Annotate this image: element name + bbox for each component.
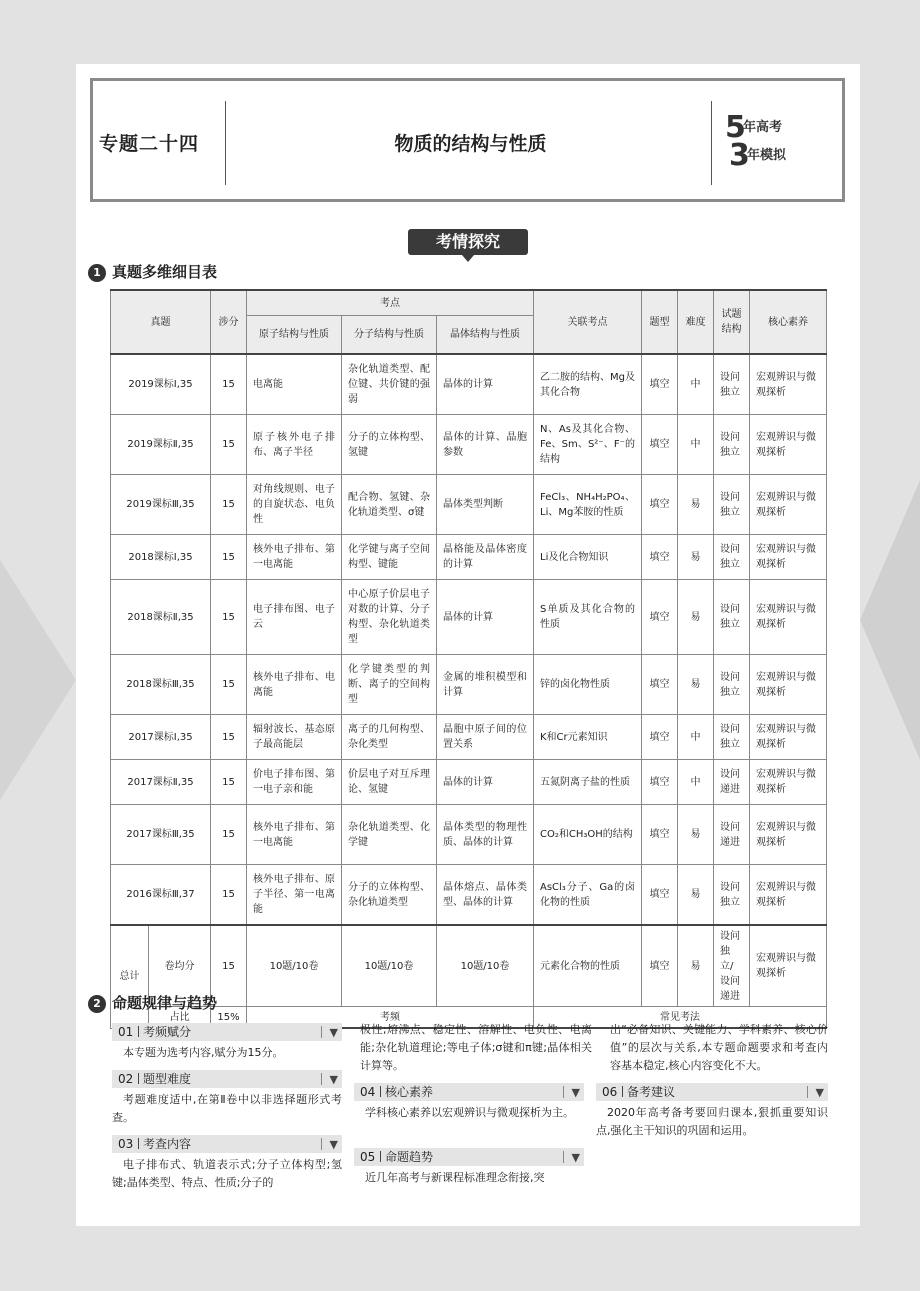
table-cell: 中 xyxy=(678,415,714,475)
table-row xyxy=(111,715,827,760)
section-heading xyxy=(88,992,217,1013)
table-cell: 设问独立 xyxy=(714,655,750,715)
table-cell: 价电子排布图、第一电子亲和能 xyxy=(247,760,342,805)
item-heading xyxy=(354,1083,584,1101)
header-cell: 晶体结构与性质 xyxy=(437,316,534,355)
table-cell: 晶体的计算 xyxy=(437,760,534,805)
avg-k2: 10题/10卷 xyxy=(342,925,437,1007)
item-text-continued: 出“必备知识、关键能力、学科素养、核心价值”的层次与关系,本专题命题要求和考查内容基本稳定,核心内容变化不大。 xyxy=(610,1023,828,1072)
banner-title: 考情探究 xyxy=(408,229,528,255)
table-cell: 2016课标Ⅲ,37 xyxy=(111,865,211,926)
table-cell: 化学键类型的判断、离子的空间构型 xyxy=(342,655,437,715)
avg-k1: 10题/10卷 xyxy=(247,925,342,1007)
table-cell: 晶胞中原子间的位置关系 xyxy=(437,715,534,760)
banner-pointer xyxy=(462,255,474,262)
item-text: 近几年高考与新课程标准理念衔接,突 xyxy=(365,1171,545,1184)
table-cell: 15 xyxy=(211,475,247,535)
item-number: 01 xyxy=(118,1025,134,1039)
svg-text:5: 5 xyxy=(725,110,746,145)
table-cell: 填空 xyxy=(642,655,678,715)
table-cell: 金属的堆积模型和计算 xyxy=(437,655,534,715)
table-cell: 宏观辨识与微观探析 xyxy=(750,865,827,926)
table-cell: 乙二胺的结构、Mg及其化合物 xyxy=(534,354,642,415)
table-cell: 五氮阴离子盐的性质 xyxy=(534,760,642,805)
background-triangle xyxy=(0,560,76,800)
avg-type: 填空 xyxy=(642,925,678,1007)
table-cell: 2019课标Ⅱ,35 xyxy=(111,415,211,475)
table-cell: 填空 xyxy=(642,805,678,865)
table-cell: 电离能 xyxy=(247,354,342,415)
table-cell: 设问递进 xyxy=(714,760,750,805)
item-text: 考题难度适中,在第Ⅱ卷中以非选择题形式考查。 xyxy=(112,1093,342,1124)
table-cell: 2018课标Ⅱ,35 xyxy=(111,580,211,655)
table-cell: 价层电子对互斥理论、氢键 xyxy=(342,760,437,805)
item-heading xyxy=(112,1135,342,1153)
table-cell: 宏观辨识与微观探析 xyxy=(750,655,827,715)
avg-k3: 10题/10卷 xyxy=(437,925,534,1007)
table-cell: CO₂和CH₃OH的结构 xyxy=(534,805,642,865)
section-number: 2 xyxy=(88,995,106,1013)
header-cell: 原子结构与性质 xyxy=(247,316,342,355)
item-label: 命题趋势 xyxy=(385,1150,434,1164)
page xyxy=(76,64,860,1226)
table-cell: 设问独立 xyxy=(714,354,750,415)
table-cell: 锌的卤化物性质 xyxy=(534,655,642,715)
item-text: 本专题为选考内容,赋分为15分。 xyxy=(123,1046,284,1059)
avg-related: 元素化合物的性质 xyxy=(534,925,642,1007)
table-cell: 设问独立 xyxy=(714,415,750,475)
item-label: 考频赋分 xyxy=(143,1025,192,1039)
table-row xyxy=(111,865,827,926)
table-cell: 15 xyxy=(211,354,247,415)
table-cell: 中 xyxy=(678,715,714,760)
header-cell: 题型 xyxy=(642,290,678,354)
table-row xyxy=(111,535,827,580)
table-cell: 核外电子排布、第一电离能 xyxy=(247,535,342,580)
table-cell: 易 xyxy=(678,580,714,655)
header-cell: 分子结构与性质 xyxy=(342,316,437,355)
table-cell: 易 xyxy=(678,805,714,865)
svg-text:年模拟: 年模拟 xyxy=(747,148,787,163)
item-heading xyxy=(354,1148,584,1166)
table-cell: 晶体熔点、晶体类型、晶体的计算 xyxy=(437,865,534,926)
item-heading xyxy=(112,1070,342,1088)
chevron-down-icon: ▼ xyxy=(815,1086,824,1099)
item-heading xyxy=(596,1083,828,1101)
table-cell: 宏观辨识与微观探析 xyxy=(750,580,827,655)
table-cell: 2017课标Ⅰ,35 xyxy=(111,715,211,760)
ratio-frequency: 考频 xyxy=(247,1007,534,1029)
table-cell: K和Cr元素知识 xyxy=(534,715,642,760)
table-cell: 2019课标Ⅰ,35 xyxy=(111,354,211,415)
total-label: 总计 xyxy=(111,925,149,1028)
table-cell: 核外电子排布、原子半径、第一电离能 xyxy=(247,865,342,926)
table-cell: 对角线规则、电子的自旋状态、电负性 xyxy=(247,475,342,535)
table-cell: 杂化轨道类型、化学键 xyxy=(342,805,437,865)
table-cell: 核外电子排布、第一电离能 xyxy=(247,805,342,865)
table-cell: 易 xyxy=(678,475,714,535)
table-cell: 宏观辨识与微观探析 xyxy=(750,760,827,805)
table-cell: 设问独立 xyxy=(714,535,750,580)
table-cell: 15 xyxy=(211,715,247,760)
table-cell: 填空 xyxy=(642,415,678,475)
table-cell: 中心原子价层电子对数的计算、分子构型、杂化轨道类型 xyxy=(342,580,437,655)
table-row xyxy=(111,580,827,655)
table-cell: 15 xyxy=(211,760,247,805)
header-cell: 关联考点 xyxy=(534,290,642,354)
ratio-method: 常见考法 xyxy=(534,1007,827,1029)
table-cell: 杂化轨道类型、配位键、共价键的强弱 xyxy=(342,354,437,415)
table-cell: 宏观辨识与微观探析 xyxy=(750,415,827,475)
table-cell: 15 xyxy=(211,865,247,926)
table-cell: 化学键与离子空间构型、键能 xyxy=(342,535,437,580)
item-number: 03 xyxy=(118,1137,134,1151)
detail-table xyxy=(110,289,827,1029)
header-cell: 试题结构 xyxy=(714,290,750,354)
table-cell: 宏观辨识与微观探析 xyxy=(750,715,827,760)
table-cell: FeCl₃、NH₄H₂PO₄、Li、Mg苯胺的性质 xyxy=(534,475,642,535)
section-heading xyxy=(88,261,217,282)
table-cell: 15 xyxy=(211,415,247,475)
section-title: 命题规律与趋势 xyxy=(112,994,218,1012)
table-cell: 2018课标Ⅰ,35 xyxy=(111,535,211,580)
table-cell: 核外电子排布、电离能 xyxy=(247,655,342,715)
table-cell: 2019课标Ⅲ,35 xyxy=(111,475,211,535)
table-cell: 填空 xyxy=(642,580,678,655)
chevron-down-icon: ▼ xyxy=(571,1086,580,1099)
table-cell: S单质及其化合物的性质 xyxy=(534,580,642,655)
avg-score: 15 xyxy=(211,925,247,1007)
divider xyxy=(711,101,712,185)
table-cell: 15 xyxy=(211,655,247,715)
table-cell: 设问独立 xyxy=(714,715,750,760)
table-cell: 2017课标Ⅱ,35 xyxy=(111,760,211,805)
table-row xyxy=(111,655,827,715)
avg-structure: 设问独立/设问递进 xyxy=(714,925,750,1007)
logo-53-icon xyxy=(721,101,839,173)
header-cell: 真题 xyxy=(111,290,211,354)
avg-label: 卷均分 xyxy=(149,925,211,1007)
table-cell: 易 xyxy=(678,655,714,715)
table-cell: 2017课标Ⅲ,35 xyxy=(111,805,211,865)
table-cell: 宏观辨识与微观探析 xyxy=(750,805,827,865)
table-cell: 中 xyxy=(678,760,714,805)
table-cell: 15 xyxy=(211,580,247,655)
table-cell: 设问递进 xyxy=(714,805,750,865)
table-cell: 设问独立 xyxy=(714,580,750,655)
item-label: 备考建议 xyxy=(627,1085,676,1099)
table-row xyxy=(111,354,827,415)
table-cell: 晶体的计算、晶胞参数 xyxy=(437,415,534,475)
table-cell: 设问独立 xyxy=(714,865,750,926)
item-number: 06 xyxy=(602,1085,618,1099)
table-row xyxy=(111,475,827,535)
table-cell: 分子的立体构型、杂化轨道类型 xyxy=(342,865,437,926)
background-triangle xyxy=(860,480,920,760)
item-label: 考查内容 xyxy=(143,1137,192,1151)
table-cell: 宏观辨识与微观探析 xyxy=(750,475,827,535)
topic-code: 专题二十四 xyxy=(99,133,200,155)
chevron-down-icon: ▼ xyxy=(329,1073,338,1086)
table-row xyxy=(111,805,827,865)
table-cell: 设问独立 xyxy=(714,475,750,535)
table-cell: 分子的立体构型、氢键 xyxy=(342,415,437,475)
table-cell: 填空 xyxy=(642,715,678,760)
table-cell: 辐射波长、基态原子最高能层 xyxy=(247,715,342,760)
topic-title: 物质的结构与性质 xyxy=(394,133,547,155)
item-number: 05 xyxy=(360,1150,376,1164)
avg-literacy: 宏观辨识与微观探析 xyxy=(750,925,827,1007)
chevron-down-icon: ▼ xyxy=(329,1026,338,1039)
table-cell: 填空 xyxy=(642,354,678,415)
table-cell: 填空 xyxy=(642,535,678,580)
table-cell: 电子排布图、电子云 xyxy=(247,580,342,655)
table-cell: 晶体类型判断 xyxy=(437,475,534,535)
table-cell: 配合物、氢键、杂化轨道类型、σ键 xyxy=(342,475,437,535)
table-cell: 原子核外电子排布、离子半径 xyxy=(247,415,342,475)
table-cell: 晶体类型的物理性质、晶体的计算 xyxy=(437,805,534,865)
table-cell: 宏观辨识与微观探析 xyxy=(750,535,827,580)
table-cell: 晶格能及晶体密度的计算 xyxy=(437,535,534,580)
item-number: 02 xyxy=(118,1072,134,1086)
table-row xyxy=(111,415,827,475)
table-cell: 2018课标Ⅲ,35 xyxy=(111,655,211,715)
svg-text:年高考: 年高考 xyxy=(743,120,783,135)
topic-header xyxy=(90,78,845,202)
header-cell: 难度 xyxy=(678,290,714,354)
table-cell: 15 xyxy=(211,805,247,865)
ratio-score: 15% xyxy=(211,1007,247,1029)
item-number: 04 xyxy=(360,1085,376,1099)
table-cell: 宏观辨识与微观探析 xyxy=(750,354,827,415)
header-cell: 核心素养 xyxy=(750,290,827,354)
table-cell: 晶体的计算 xyxy=(437,354,534,415)
table-cell: N、As及其化合物、Fe、Sm、S²⁻、F⁻的结构 xyxy=(534,415,642,475)
item-label: 核心素养 xyxy=(385,1085,434,1099)
table-cell: Li及化合物知识 xyxy=(534,535,642,580)
avg-difficulty: 易 xyxy=(678,925,714,1007)
table-row xyxy=(111,760,827,805)
chevron-down-icon: ▼ xyxy=(329,1138,338,1151)
chevron-down-icon: ▼ xyxy=(571,1151,580,1164)
table-cell: 填空 xyxy=(642,865,678,926)
item-label: 题型难度 xyxy=(143,1072,192,1086)
svg-text:3: 3 xyxy=(729,138,750,173)
table-cell: 易 xyxy=(678,865,714,926)
table-cell: 离子的几何构型、杂化类型 xyxy=(342,715,437,760)
table-cell: 填空 xyxy=(642,760,678,805)
item-text: 2020年高考备考要回归课本,狠抓重要知识点,强化主干知识的巩固和运用。 xyxy=(596,1106,828,1137)
ratio-label: 占比 xyxy=(149,1007,211,1029)
table-cell: AsCl₃分子、Ga的卤化物的性质 xyxy=(534,865,642,926)
item-text-continued: 极性;熔沸点、稳定性、溶解性、电负性、电离能;杂化轨道理论;等电子体;σ键和π键;晶体相关计算等。 xyxy=(360,1023,592,1072)
header-cell: 涉分 xyxy=(211,290,247,354)
table-cell: 易 xyxy=(678,535,714,580)
section-number: 1 xyxy=(88,264,106,282)
table-cell: 晶体的计算 xyxy=(437,580,534,655)
item-text: 学科核心素养以宏观辨识与微观探析为主。 xyxy=(365,1106,574,1119)
table-cell: 15 xyxy=(211,535,247,580)
section-title: 真题多维细目表 xyxy=(112,263,218,281)
item-heading xyxy=(112,1023,342,1041)
item-text: 电子排布式、轨道表示式;分子立体构型;氢键;晶体类型、特点、性质;分子的 xyxy=(112,1158,342,1189)
header-cell: 考点 xyxy=(247,290,534,316)
table-cell: 中 xyxy=(678,354,714,415)
table-cell: 填空 xyxy=(642,475,678,535)
